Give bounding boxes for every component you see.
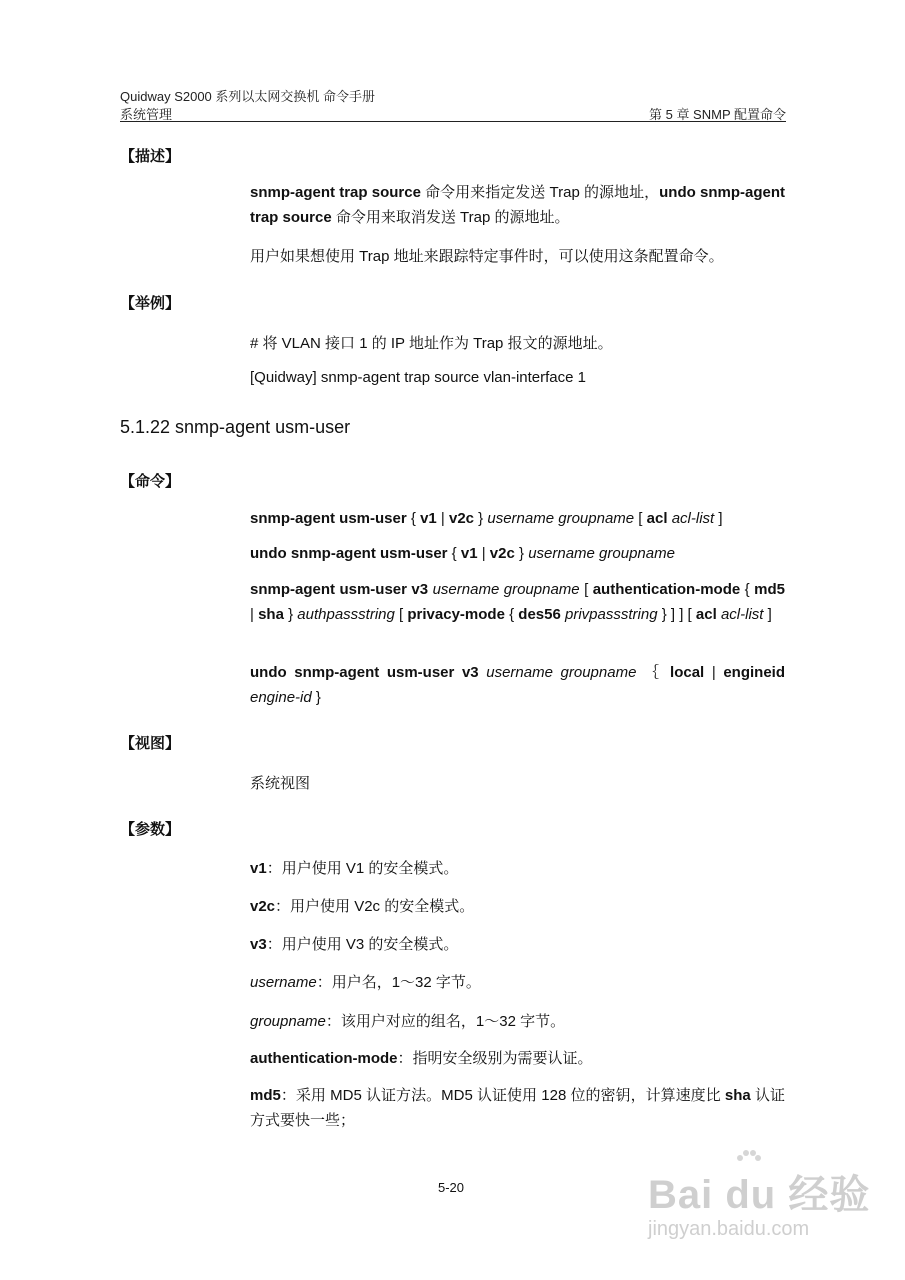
c2-a: undo snmp-agent usm-user — [250, 545, 448, 562]
subsection-title: 5.1.22 snmp-agent usm-user — [120, 417, 351, 437]
param-item — [250, 895, 474, 916]
c1-k: acl-list — [671, 510, 715, 527]
param-sep: ： — [266, 936, 282, 953]
c4-g: engineid — [723, 664, 785, 681]
param-item — [250, 1047, 593, 1068]
param-sep: ： — [397, 1050, 413, 1067]
watermark-url: jingyan.baidu.com — [648, 1218, 810, 1240]
command-line-2 — [250, 545, 675, 562]
c1-d: | — [436, 510, 449, 527]
cmd-name: snmp-agent trap source — [250, 184, 421, 201]
param-term: authentication-mode — [250, 1050, 398, 1067]
example-comment: # 将 VLAN 接口 1 的 IP 地址作为 Trap 报文的源地址。 — [250, 335, 613, 352]
param-term: v1 — [250, 860, 267, 877]
header-title: Quidway S2000 系列以太网交换机 命令手册 — [120, 89, 376, 104]
command-line-3 — [250, 577, 785, 627]
param-desc: 用户使用 V1 的安全模式。 — [281, 860, 459, 877]
param-desc: 用户使用 V3 的安全模式。 — [281, 936, 459, 953]
c4-i: engine-id — [250, 689, 312, 706]
param-term: v3 — [250, 936, 267, 953]
c2-c: v1 — [460, 545, 478, 562]
c3-q: privpassstring — [565, 606, 658, 623]
section-heading-example: 【举例】 — [120, 295, 181, 312]
c4-e: local — [670, 664, 705, 681]
c3-r: } ] ] [ — [657, 606, 696, 623]
c3-n: { — [504, 606, 519, 623]
header-section: 系统管理 — [120, 107, 173, 122]
c3-h: | — [250, 606, 259, 623]
param-item-md5 — [250, 1083, 785, 1133]
c2-b: { — [447, 545, 461, 562]
c3-c: username groupname — [432, 581, 580, 598]
header-rule — [120, 121, 786, 122]
c3-j: } — [283, 606, 298, 623]
param-term: groupname — [250, 1013, 326, 1030]
param-sep: ： — [316, 974, 332, 991]
c1-e: v2c — [448, 510, 475, 527]
c3-a: snmp-agent usm-user v3 — [250, 581, 429, 598]
param-item — [250, 971, 481, 992]
param-sep: ： — [266, 860, 282, 877]
c3-l: [ — [394, 606, 408, 623]
c4-f: | — [704, 664, 724, 681]
param-term: md5 — [250, 1087, 281, 1104]
param-desc-2: 认证方式要快一些； — [250, 1087, 785, 1129]
page-number: 5-20 — [438, 1180, 465, 1195]
c1-g: username groupname — [487, 510, 635, 527]
section-heading-params: 【参数】 — [120, 821, 181, 838]
c4-c: username groupname — [486, 664, 637, 681]
param-item — [250, 857, 458, 878]
c3-g: md5 — [754, 581, 785, 598]
c3-i: sha — [258, 606, 284, 623]
c1-f: } — [474, 510, 488, 527]
c3-e: authentication-mode — [592, 581, 741, 598]
param-sep: ： — [325, 1013, 341, 1030]
param-item — [250, 1010, 565, 1031]
c1-l: ] — [714, 510, 723, 527]
param-term-sha: sha — [724, 1087, 751, 1104]
c1-a: snmp-agent usm-user — [250, 510, 407, 527]
c2-f: } — [514, 545, 529, 562]
command-line-4 — [250, 660, 785, 710]
param-desc: 该用户对应的组名，1～32 字节。 — [340, 1013, 566, 1030]
c3-d: [ — [579, 581, 593, 598]
c2-g: username groupname — [528, 545, 675, 562]
param-desc: 用户名，1～32 字节。 — [331, 974, 481, 991]
c2-d: | — [477, 545, 490, 562]
header-chapter: 第 5 章 SNMP 配置命令 — [648, 107, 786, 122]
c3-k: authpassstring — [297, 606, 395, 623]
c3-o: des56 — [518, 606, 561, 623]
section-heading-description: 【描述】 — [120, 148, 181, 165]
c3-s: acl — [695, 606, 717, 623]
c3-m: privacy-mode — [407, 606, 505, 623]
param-term: username — [250, 974, 317, 991]
desc-text-2: 命令用来取消发送 Trap 的源地址。 — [331, 209, 570, 226]
param-desc: ：采用 MD5 认证方法。MD5 认证使用 128 位的密钥，计算速度比 — [280, 1087, 725, 1104]
c2-e: v2c — [489, 545, 515, 562]
c4-d: ｛ — [636, 664, 671, 681]
section-heading-view: 【视图】 — [120, 735, 181, 752]
param-sep: ： — [275, 898, 291, 915]
c1-b: { — [406, 510, 421, 527]
param-desc: 用户使用 V2c 的安全模式。 — [290, 898, 475, 915]
param-term: v2c — [250, 898, 276, 915]
description-paragraph-1 — [250, 180, 785, 230]
undo-cmd-name: undo snmp-agent trap source — [250, 184, 785, 226]
view-text: 系统视图 — [250, 775, 311, 792]
c1-c: v1 — [420, 510, 437, 527]
watermark-brand: Bai du 经验 — [648, 1173, 871, 1217]
section-heading-command: 【命令】 — [120, 473, 181, 490]
c3-u: acl-list — [720, 606, 764, 623]
description-paragraph-2: 用户如果想使用 Trap 地址来跟踪特定事件时，可以使用这条配置命令。 — [250, 248, 724, 265]
c3-v: ] — [763, 606, 772, 623]
command-line-1 — [250, 510, 723, 527]
example-code: [Quidway] snmp-agent trap source vlan-interface 1 — [250, 369, 586, 386]
paw-icon — [735, 1150, 761, 1174]
c4-a: undo snmp-agent usm-user v3 — [250, 664, 479, 681]
c1-h: [ — [634, 510, 647, 527]
c3-f: { — [740, 581, 755, 598]
param-item — [250, 933, 458, 954]
c4-j: } — [311, 689, 321, 706]
param-desc: 指明安全级别为需要认证。 — [412, 1050, 593, 1067]
c1-i: acl — [646, 510, 668, 527]
desc-text: 命令用来指定发送 Trap 的源地址， — [420, 184, 660, 201]
